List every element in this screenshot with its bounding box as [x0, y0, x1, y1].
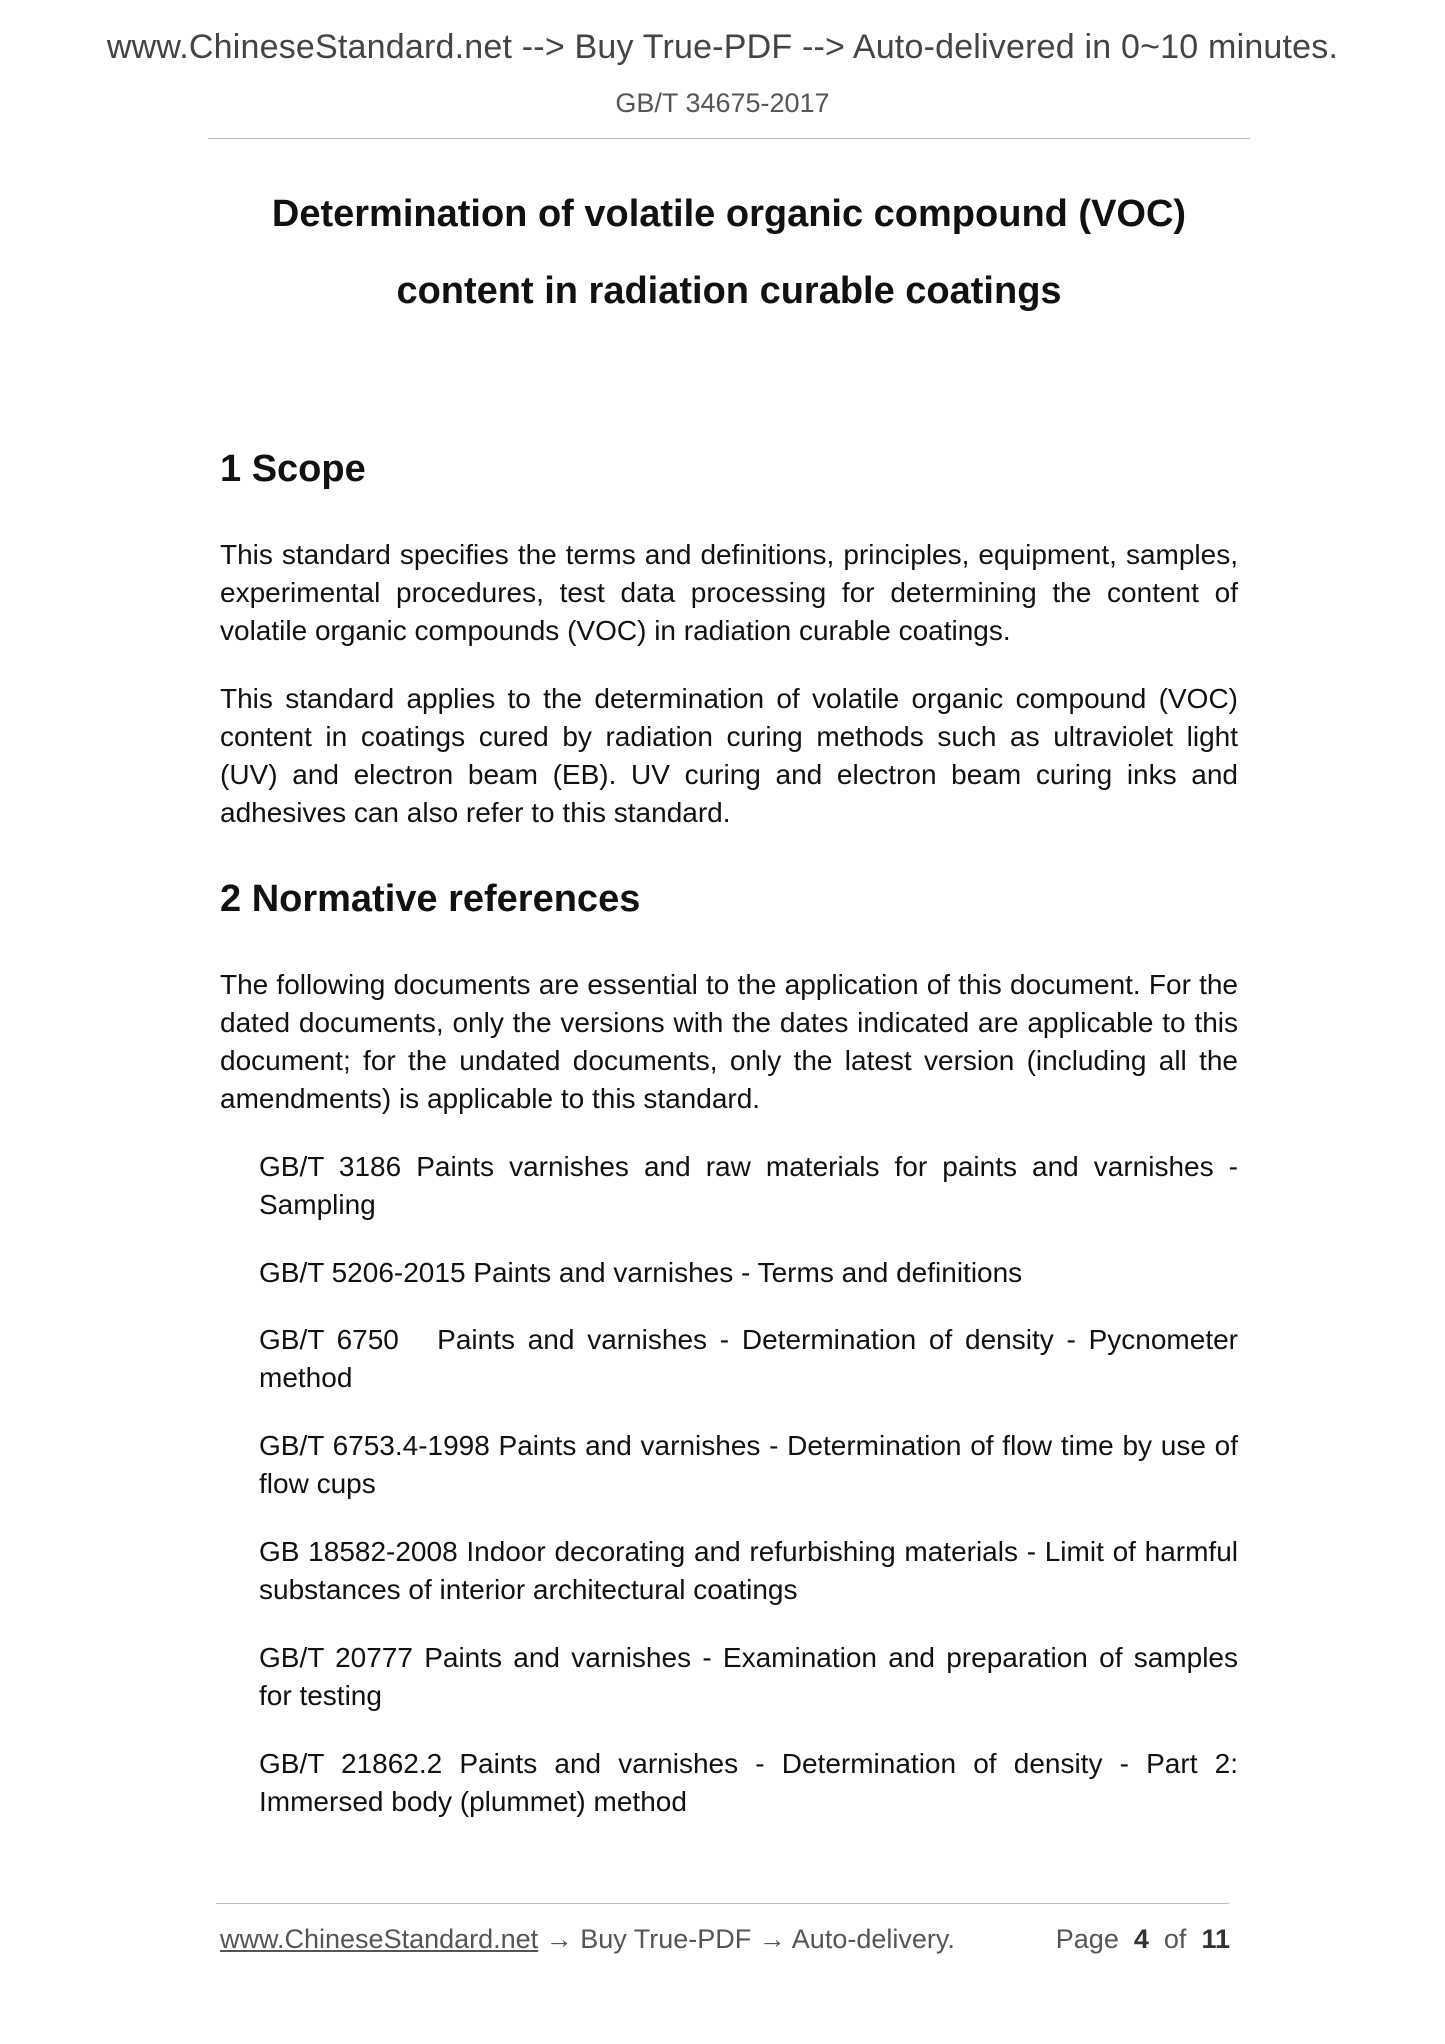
page-label: Page: [1055, 1924, 1119, 1954]
header-divider: [208, 138, 1250, 139]
reference-item: GB/T 20777 Paints and varnishes - Examination and preparation of samples for testing: [259, 1642, 1238, 1711]
reference-item: GB/T 3186 Paints varnishes and raw materials for paints and varnishes - Sampling: [259, 1151, 1238, 1220]
total-pages: 11: [1201, 1924, 1230, 1954]
scope-paragraph-2: This standard applies to the determination of volatile organic compound (VOC) content in coatings cured by radiation curing methods such as ultraviolet light (UV) and electron beam (EB). UV curing and electron beam curing inks and adhesives can also refer to this standard.: [220, 683, 1238, 828]
reference-item: GB/T 21862.2 Paints and varnishes - Determination of density - Part 2: Immersed body (plummet) method: [259, 1748, 1238, 1817]
document-title-line-2: content in radiation curable coatings: [396, 270, 1062, 312]
footer-divider: [216, 1903, 1229, 1904]
section-heading-scope: 1 Scope: [220, 448, 366, 490]
document-title: [200, 176, 1258, 330]
page-number: 4: [1133, 1924, 1149, 1954]
scope-paragraph-1: This standard specifies the terms and definitions, principles, equipment, samples, experimental procedures, test data processing for determining the content of volatile organic compounds (VOC) in radiation curable coatings.: [220, 539, 1238, 646]
page-indicator: [1056, 1924, 1230, 1955]
top-banner: www.ChineseStandard.net --> Buy True-PDF --> Auto-delivered in 0~10 minutes.: [106, 28, 1339, 66]
document-title-line-1: Determination of volatile organic compound (VOC): [271, 193, 1187, 235]
reference-item: GB/T 6750 Paints and varnishes - Determination of density - Pycnometer method: [259, 1324, 1246, 1393]
footer-links: [220, 1924, 955, 1955]
standard-code: GB/T 34675-2017: [615, 88, 830, 118]
normative-references-intro: The following documents are essential to the application of this document. For the dated documents, only the versions with the dates indicated are applicable to this document; for the undated documents, only the latest version (including all the amendments) is applicable to this standard.: [220, 969, 1238, 1114]
footer-buy-text: Buy True-PDF: [580, 1924, 752, 1954]
arrow-right-icon: →: [545, 1924, 573, 1954]
reference-item: GB/T 6753.4-1998 Paints and varnishes - Determination of flow time by use of flow cups: [259, 1430, 1238, 1499]
reference-item: GB/T 5206-2015 Paints and varnishes - Terms and definitions: [259, 1257, 1023, 1288]
footer-delivery-text: Auto-delivery.: [791, 1924, 955, 1954]
footer-site-link[interactable]: www.ChineseStandard.net: [220, 1924, 539, 1954]
arrow-right-icon: →: [758, 1924, 786, 1954]
of-label: of: [1163, 1924, 1187, 1954]
section-heading-normative-references: 2 Normative references: [220, 878, 641, 920]
reference-item: GB 18582-2008 Indoor decorating and refurbishing materials - Limit of harmful substances of interior architectural coatings: [259, 1536, 1238, 1605]
